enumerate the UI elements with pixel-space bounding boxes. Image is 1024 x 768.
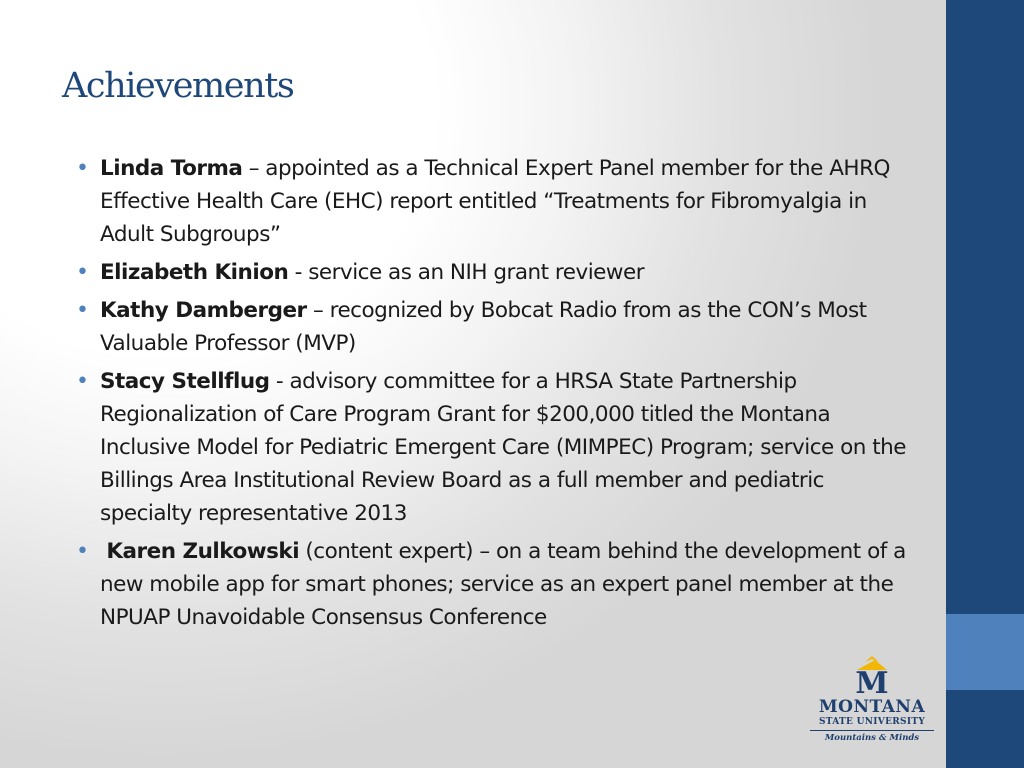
person-name: Karen Zulkowski bbox=[106, 539, 300, 564]
bullet-icon: • bbox=[76, 298, 89, 323]
slide-title: Achievements bbox=[62, 66, 294, 106]
person-name: Kathy Damberger bbox=[100, 298, 307, 323]
achievement-text: – recognized by Bobcat Radio from as the CON’s Most Valuable Professor (MVP) bbox=[100, 298, 867, 356]
achievement-text: – appointed as a Technical Expert Panel member for the AHRQ Effective Health Care (EHC) report entitled “Treatments for Fibromyalgia in Adult Subgroups” bbox=[100, 156, 890, 247]
person-name: Stacy Stellflug bbox=[100, 369, 270, 394]
logo-name-line1: MONTANA bbox=[818, 697, 926, 717]
achievement-text: (content expert) – on a team behind the development of a new mobile app for smart phones; service as an expert panel member at the NPUAP Unavoidable Consensus Conference bbox=[100, 539, 906, 630]
side-accent-block bbox=[946, 614, 1024, 690]
logo-letter: M bbox=[855, 666, 889, 696]
achievement-text: - service as an NIH grant reviewer bbox=[288, 260, 645, 285]
bullet-icon: • bbox=[76, 260, 89, 285]
bullet-icon: • bbox=[76, 539, 89, 564]
list-item bbox=[76, 535, 906, 634]
list-item bbox=[76, 365, 906, 530]
list-item bbox=[76, 256, 906, 289]
logo-tagline: Mountains & Minds bbox=[824, 733, 920, 743]
bullet-icon: • bbox=[76, 156, 89, 181]
person-name: Elizabeth Kinion bbox=[100, 260, 289, 285]
bullet-icon: • bbox=[76, 369, 89, 394]
list-item bbox=[76, 152, 906, 251]
person-name: Linda Torma bbox=[100, 156, 243, 181]
achievement-list bbox=[76, 152, 906, 639]
list-item bbox=[76, 294, 906, 360]
university-logo bbox=[810, 656, 934, 760]
montana-state-m-icon bbox=[847, 656, 897, 696]
achievement-text: - advisory committee for a HRSA State Partnership Regionalization of Care Program Grant for $200,000 titled the Montana Inclusive Model for Pediatric Emergent Care (MIMPEC) Program; service on the Billings Area Institutional Review Board as a full member and pediatric specialty representative 2013 bbox=[100, 369, 907, 526]
logo-name-line2: STATE UNIVERSITY bbox=[810, 716, 934, 731]
